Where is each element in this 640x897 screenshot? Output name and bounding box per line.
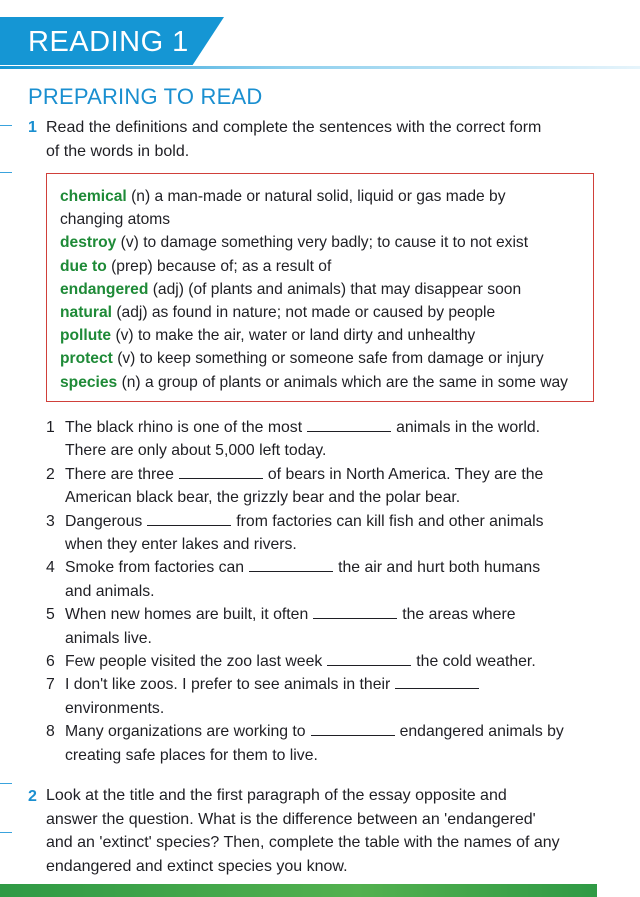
sentence-number: 2 [46, 465, 55, 483]
definitions-box [46, 173, 594, 402]
definition-pos: (v) [116, 234, 144, 252]
margin-mark [0, 832, 12, 833]
exercise-number: 1 [28, 119, 37, 136]
answer-blank[interactable] [311, 734, 395, 736]
instruction-line: answer the question. What is the difference between an 'endangered' [46, 810, 536, 828]
sentence-number: 3 [46, 512, 55, 530]
sentence-number: 8 [46, 723, 55, 741]
definition-text: to make the air, water or land dirty and unhealthy [137, 327, 476, 345]
definition-word: chemical [60, 188, 127, 205]
page-title: READING 1 [28, 26, 189, 58]
instruction-line: Read the definitions and complete the sentences with the correct form [46, 119, 542, 136]
sentence-item [46, 556, 606, 603]
answer-blank[interactable] [313, 617, 397, 619]
sentence-number: 6 [46, 653, 55, 671]
definition-text: as found in nature; not made or caused by people [151, 304, 496, 322]
sentence-text: the cold weather. [416, 653, 536, 671]
definition-pos: (adj) [148, 280, 189, 298]
definition-item [60, 301, 593, 324]
exercise-instruction [46, 116, 606, 164]
definition-word: protect [60, 350, 113, 368]
definition-item [60, 324, 593, 347]
definition-text: changing atoms [60, 211, 171, 229]
definition-text: (of plants and animals) that may disappear soon [188, 280, 522, 298]
definition-word: pollute [60, 327, 112, 345]
definition-item [60, 255, 593, 278]
sentence-text: and animals. [65, 582, 155, 600]
sentence-text: environments. [65, 699, 165, 717]
definition-word: natural [60, 304, 112, 322]
answer-blank[interactable] [307, 430, 391, 432]
sentence-text: animals in the world. [396, 419, 541, 436]
exercise-instruction [46, 784, 606, 878]
answer-blank[interactable] [395, 687, 479, 689]
sentence-number: 5 [46, 606, 55, 624]
definition-text: because of; as a result of [157, 257, 332, 275]
definition-word: species [60, 373, 118, 391]
sentence-text: There are only about 5,000 left today. [65, 442, 327, 460]
answer-blank[interactable] [327, 664, 411, 666]
sentence-text: from factories can kill fish and other animals [236, 512, 544, 530]
sentence-text: of bears in North America. They are the [267, 465, 544, 483]
sentence-item [46, 650, 606, 673]
definition-word: endangered [60, 280, 149, 298]
definition-pos: (n) [126, 188, 155, 205]
sentence-text: Many organizations are working to [65, 723, 306, 741]
definition-item [60, 231, 593, 254]
sentence-item [46, 416, 606, 463]
sentence-item [46, 603, 606, 650]
sentence-text: the areas where [402, 606, 516, 624]
sentence-number: 1 [46, 419, 55, 436]
instruction-line: Look at the title and the first paragraph of the essay opposite and [46, 787, 507, 804]
definition-word: destroy [60, 234, 117, 252]
answer-blank[interactable] [249, 570, 333, 572]
sentence-text: Few people visited the zoo last week [65, 653, 323, 671]
sentence-text: When new homes are built, it often [65, 606, 309, 624]
sentence-list [46, 416, 606, 767]
definition-pos: (adj) [112, 304, 152, 322]
sentence-text: There are three [65, 465, 174, 483]
sentence-text: Smoke from factories can [65, 559, 245, 577]
header-rule [0, 66, 640, 69]
definition-pos: (prep) [106, 257, 158, 275]
definition-pos: (n) [117, 373, 145, 391]
sentence-text: the air and hurt both humans [338, 559, 541, 577]
sentence-item [46, 510, 606, 557]
definition-text: a group of plants or animals which are the same in some way [144, 373, 568, 391]
sentence-number: 7 [46, 676, 55, 694]
sentence-item [46, 673, 606, 720]
margin-mark [0, 172, 12, 173]
definition-word: due to [60, 257, 107, 275]
sentence-text: Dangerous [65, 512, 143, 530]
footer-bar [0, 884, 597, 897]
definition-pos: (v) [112, 350, 140, 368]
sentence-item [46, 720, 606, 767]
definition-item [60, 371, 593, 394]
definition-text: to damage something very badly; to cause it to not exist [143, 234, 529, 252]
sentence-number: 4 [46, 559, 55, 577]
instruction-line: of the words in bold. [46, 143, 190, 160]
footer-gap [598, 884, 640, 897]
instruction-line: endangered and extinct species you know. [46, 857, 348, 875]
sentence-text: endangered animals by [399, 723, 564, 741]
sentence-text: The black rhino is one of the most [65, 419, 303, 436]
definition-item [60, 347, 593, 370]
sentence-item [46, 463, 606, 510]
definition-text: to keep something or someone safe from damage or injury [139, 350, 544, 368]
sentence-text: American black bear, the grizzly bear and the polar bear. [65, 489, 461, 507]
sentence-text: creating safe places for them to live. [65, 746, 318, 764]
definition-text: a man-made or natural solid, liquid or gas made by [154, 188, 506, 205]
sentence-text: animals live. [65, 629, 152, 647]
instruction-line: and an 'extinct' species? Then, complete the table with the names of any [46, 834, 560, 851]
section-heading: PREPARING TO READ [28, 84, 263, 109]
margin-mark [0, 125, 12, 126]
sentence-text: I don't like zoos. I prefer to see animals in their [65, 676, 391, 694]
exercise-number: 2 [28, 788, 37, 805]
definition-item [60, 185, 593, 231]
answer-blank[interactable] [179, 477, 263, 479]
definition-item [60, 278, 593, 301]
sentence-text: when they enter lakes and rivers. [65, 536, 297, 554]
margin-mark [0, 783, 12, 784]
definition-pos: (v) [111, 327, 138, 345]
answer-blank[interactable] [147, 524, 231, 526]
